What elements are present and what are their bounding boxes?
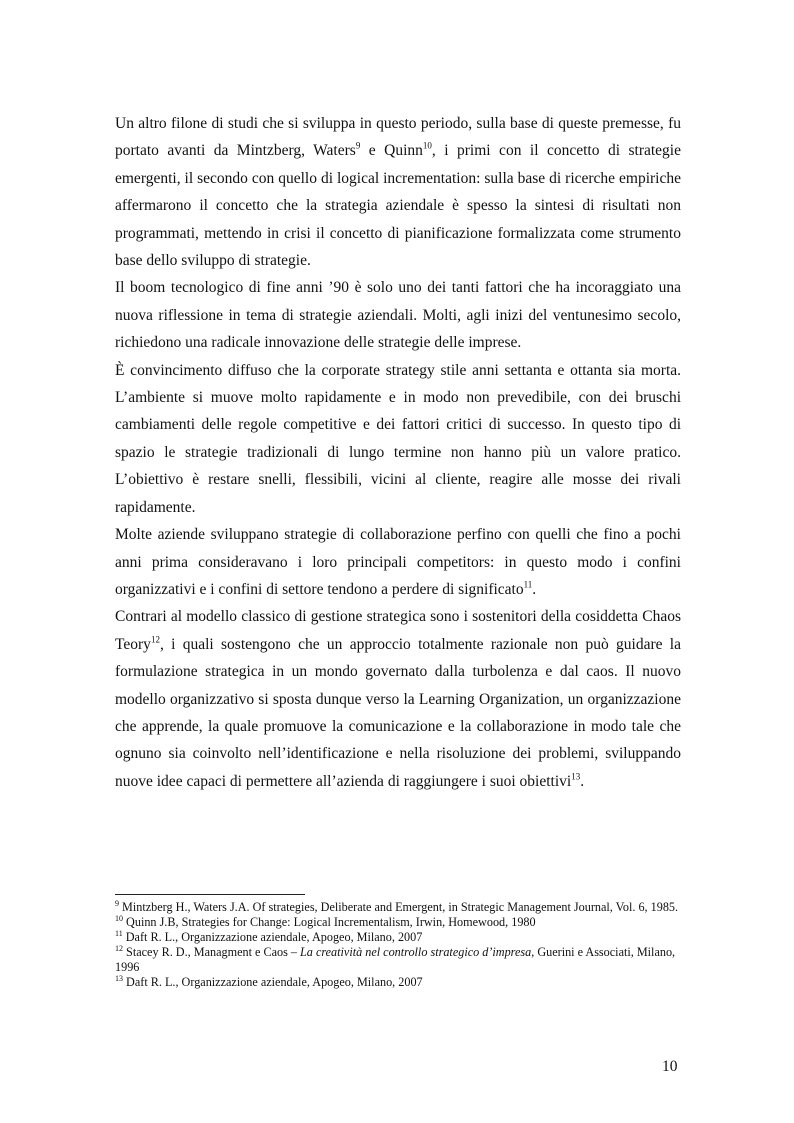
footnote-11 bbox=[115, 930, 681, 945]
paragraph-5-text-c: . bbox=[580, 772, 585, 790]
footnote-italic-title: La creatività nel controllo strategico d’impresa, bbox=[300, 945, 535, 959]
paragraph-5 bbox=[115, 603, 681, 795]
footnote-ref-10[interactable]: 10 bbox=[422, 140, 432, 151]
footnote-10 bbox=[115, 915, 681, 930]
paragraph-1-text-c: , i primi con il concetto di strategie emergenti, il secondo con quello di logical incrementation: sulla base di ricerche empiriche affermarono il concetto che la strategia aziendale è spesso la sintesi di risultati non programmati, mettendo in crisi il concetto di pianificazione formalizzata come strumento base dello sviluppo di strategie. bbox=[115, 142, 681, 270]
paragraph-1-text-b: e Quinn bbox=[360, 142, 423, 160]
paragraph-4 bbox=[115, 521, 681, 603]
paragraph-1 bbox=[115, 110, 681, 274]
footnote-9 bbox=[115, 900, 681, 915]
paragraph-4-text-a: Molte aziende sviluppano strategie di collaborazione perfino con quelli che fino a pochi anni prima consideravano i loro principali competitors: in questo modo i confini organizzativi e i confini di settore tendono a perdere di significato bbox=[115, 526, 681, 598]
footnote-ref-9[interactable]: 9 bbox=[355, 140, 361, 151]
footnote-text: Mintzberg H., Waters J.A. Of strategies, Deliberate and Emergent, in Strategic Management Journal, Vol. 6, 1985. bbox=[119, 900, 679, 914]
footnote-separator bbox=[115, 894, 305, 895]
paragraph-4-text-b: . bbox=[532, 580, 537, 598]
footnote-13 bbox=[115, 975, 681, 990]
paragraph-3: È convincimento diffuso che la corporate strategy stile anni settanta e ottanta sia morta. L’ambiente si muove molto rapidamente e in modo non prevedibile, con dei bruschi cambiamenti delle regole competitive e dei fattori critici di successo. In questo tipo di spazio le strategie tradizionali di lungo termine non hanno più un valore pratico. L’obiettivo è restare snelli, flessibili, vicini al cliente, reagire alle mosse dei rivali rapidamente. bbox=[115, 361, 681, 516]
footnote-ref-11[interactable]: 11 bbox=[523, 579, 533, 590]
footnotes bbox=[115, 900, 681, 990]
paragraph-5-text-a: Contrari al modello classico di gestione strategica sono i sostenitori della cosiddetta Chaos Teory bbox=[115, 608, 681, 653]
page-number: 10 bbox=[662, 1058, 678, 1075]
footnote-number: 12 bbox=[115, 944, 123, 954]
footnote-ref-12[interactable]: 12 bbox=[150, 633, 160, 644]
body-text bbox=[115, 110, 681, 795]
footnote-number: 11 bbox=[115, 929, 123, 939]
footnote-number: 13 bbox=[115, 974, 123, 984]
paragraph-1-text-a: Un altro filone di studi che si sviluppa in questo periodo, sulla base di queste premesse, fu portato avanti da Mintzberg, Waters bbox=[115, 115, 681, 160]
paragraph-5-text-b: , i quali sostengono che un approccio totalmente razionale non può guidare la formulazione strategica in un mondo governato dalla turbolenza e dal caos. Il nuovo modello organizzativo si sposta dunque verso la Learning Organization, un organizzazione che apprende, la quale promuove la comunicazione e la collaborazione in modo tale che ognuno sia coinvolto nell’identificazione e nella risoluzione dei problemi, sviluppando nuove idee capaci di permettere all’azienda di raggiungere i suoi obiettivi bbox=[115, 635, 681, 790]
footnote-ref-13[interactable]: 13 bbox=[571, 771, 581, 781]
footnote-text-rest: Guerini e Associati, Milano, 1996 bbox=[115, 945, 676, 974]
paragraph-2: Il boom tecnologico di fine anni ’90 è solo uno dei tanti fattori che ha incoraggiato una nuova riflessione in tema di strategie aziendali. Molti, agli inizi del ventunesimo secolo, richiedono una radicale innovazione delle strategie delle imprese. bbox=[115, 279, 681, 352]
footnote-number: 10 bbox=[115, 914, 123, 924]
footnote-text: Quinn J.B, Strategies for Change: Logical Incrementalism, Irwin, Homewood, 1980 bbox=[123, 915, 536, 929]
footnote-12 bbox=[115, 945, 681, 975]
footnote-text: Stacey R. D., Managment e Caos – bbox=[123, 945, 301, 959]
footnote-text: Daft R. L., Organizzazione aziendale, Apogeo, Milano, 2007 bbox=[123, 975, 423, 989]
footnote-number: 9 bbox=[115, 899, 119, 909]
footnote-text: Daft R. L., Organizzazione aziendale, Apogeo, Milano, 2007 bbox=[122, 930, 423, 944]
